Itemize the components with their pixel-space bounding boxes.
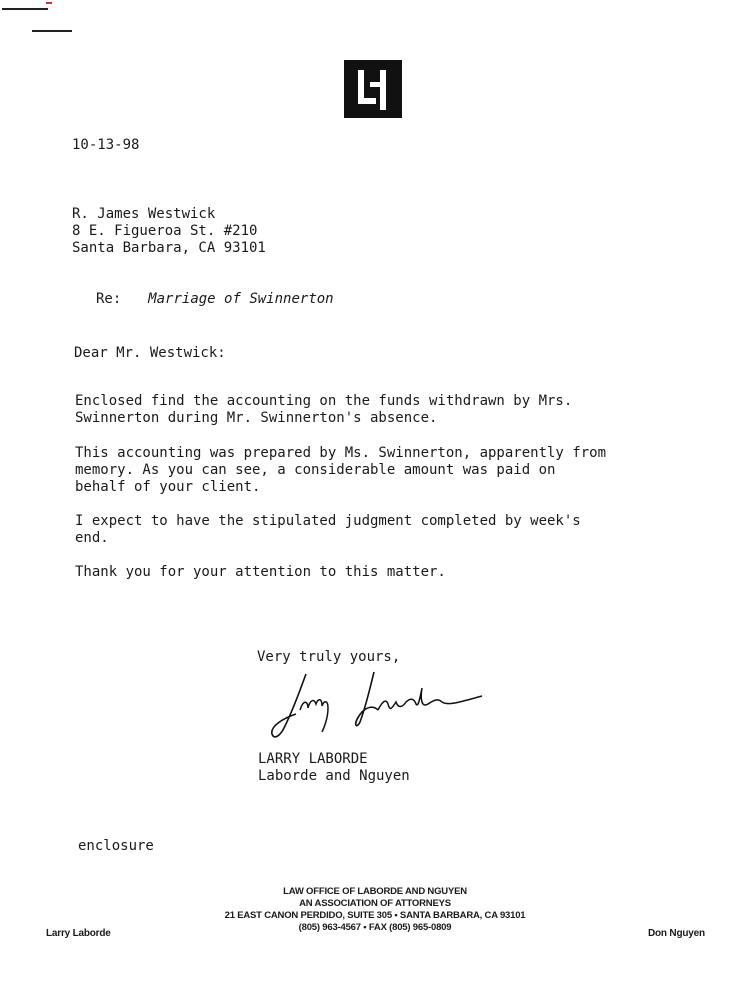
scan-mark: [46, 2, 52, 4]
signer-firm: Laborde and Nguyen: [258, 768, 410, 784]
paragraph-3: [75, 513, 581, 547]
signer-name: LARRY LABORDE: [258, 751, 368, 767]
re-subject: Marriage of Swinnerton: [148, 291, 334, 307]
letter-date: 10-13-98: [72, 137, 140, 153]
paragraph-2: [75, 445, 606, 496]
paragraph-line: Enclosed find the accounting on the funds withdrawn by Mrs.: [75, 393, 573, 409]
paragraph-1: [75, 393, 572, 427]
letterhead-footer: [210, 886, 540, 934]
enclosure-note: enclosure: [78, 838, 154, 854]
recipient-city: Santa Barbara, CA 93101: [72, 240, 266, 256]
paragraph-line: memory. As you can see, a considerable amount was paid on: [75, 462, 556, 478]
firm-phone: (805) 963-4567 • FAX (805) 965-0809: [298, 922, 452, 933]
firm-name: LAW OFFICE OF LABORDE AND NGUYEN: [283, 886, 467, 897]
paragraph-line: Swinnerton during Mr. Swinnerton's absence.: [75, 410, 438, 426]
scan-mark: [2, 8, 48, 10]
signer-block: [258, 751, 410, 785]
partner-right: Don Nguyen: [648, 928, 705, 939]
re-label: Re:: [96, 291, 122, 307]
paragraph-line: I expect to have the stipulated judgment completed by week's: [75, 513, 581, 529]
recipient-address: [72, 206, 266, 257]
partner-left: Larry Laborde: [46, 928, 111, 939]
scan-mark: [32, 30, 72, 32]
paragraph-line: This accounting was prepared by Ms. Swinnerton, apparently from: [75, 445, 607, 461]
firm-address: 21 EAST CANON PERDIDO, SUITE 305 • SANTA BARBARA, CA 93101: [224, 910, 526, 921]
paragraph-4: [75, 564, 446, 581]
paragraph-line: behalf of your client.: [75, 479, 261, 495]
firm-tagline: AN ASSOCIATION OF ATTORNEYS: [299, 898, 451, 909]
recipient-name: R. James Westwick: [72, 206, 216, 222]
re-line: [96, 291, 334, 308]
recipient-street: 8 E. Figueroa St. #210: [72, 223, 258, 239]
signature: [270, 668, 490, 748]
firm-logo: [344, 60, 402, 118]
paragraph-line: end.: [75, 530, 109, 546]
salutation: Dear Mr. Westwick:: [74, 345, 226, 361]
closing: Very truly yours,: [257, 649, 401, 665]
paragraph-line: Thank you for your attention to this matter.: [75, 564, 446, 580]
